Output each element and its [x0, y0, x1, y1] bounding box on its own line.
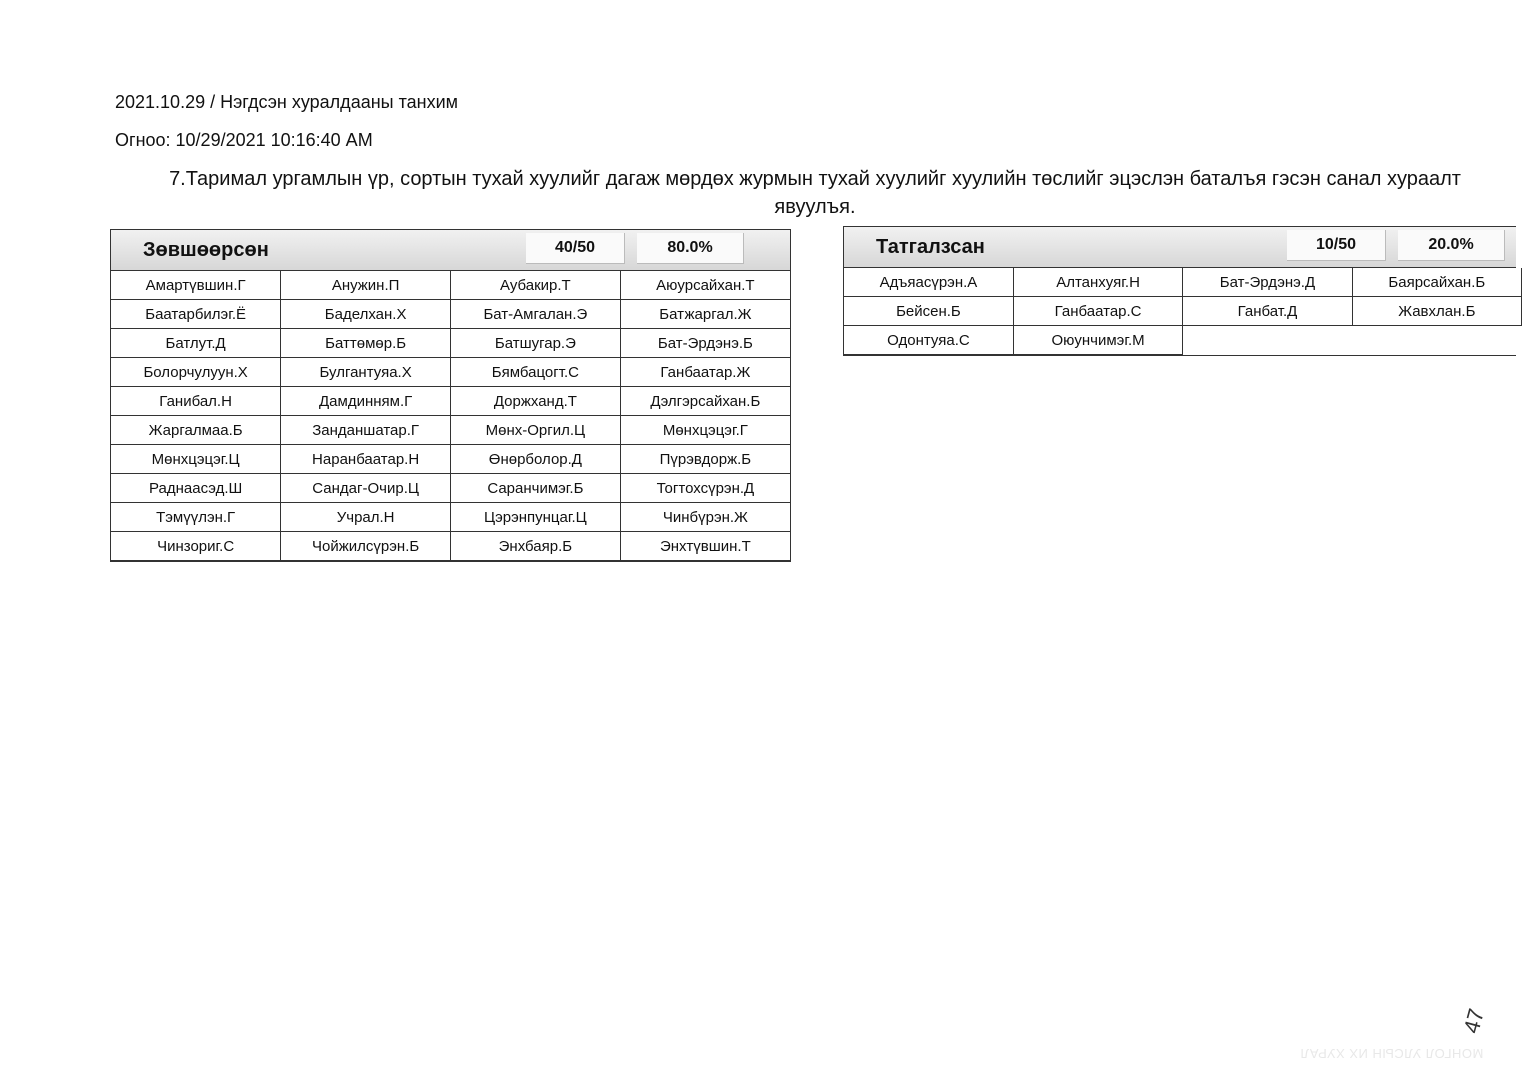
- member-name: Бат-Амгалан.Э: [451, 300, 621, 329]
- member-name: Оюунчимэг.М: [1013, 326, 1182, 355]
- rejected-header: [844, 227, 1516, 268]
- member-name: Баделхан.Х: [281, 300, 451, 329]
- member-name: Өнөрболор.Д: [451, 445, 621, 474]
- member-name: Жаргалмаа.Б: [111, 416, 281, 445]
- table-row: [111, 300, 790, 329]
- member-name: Баярсайхан.Б: [1352, 268, 1521, 297]
- table-row: [111, 329, 790, 358]
- member-name: Баттөмөр.Б: [281, 329, 451, 358]
- approved-label: Зөвшөөрсөн: [143, 239, 269, 261]
- table-row: [111, 387, 790, 416]
- member-name: Булгантуяа.Х: [281, 358, 451, 387]
- page-mark: 47: [1458, 1005, 1490, 1036]
- member-name: Наранбаатар.Н: [281, 445, 451, 474]
- member-name: Батлут.Д: [111, 329, 281, 358]
- empty-cell: [1352, 326, 1521, 355]
- member-name: Ганбаатар.С: [1013, 297, 1182, 326]
- table-row: [844, 268, 1522, 297]
- member-name: Батжаргал.Ж: [620, 300, 790, 329]
- member-name: Тогтохсүрэн.Д: [620, 474, 790, 503]
- member-name: Энхтүвшин.Т: [620, 532, 790, 561]
- member-name: Бат-Эрдэнэ.Б: [620, 329, 790, 358]
- member-name: Баатарбилэг.Ё: [111, 300, 281, 329]
- table-row: [111, 503, 790, 532]
- member-name: Дэлгэрсайхан.Б: [620, 387, 790, 416]
- approved-header: [111, 230, 790, 271]
- session-info: 2021.10.29 / Нэгдсэн хуралдааны танхим: [115, 92, 459, 112]
- table-row: [111, 474, 790, 503]
- rejected-percent: 20.0%: [1398, 230, 1505, 261]
- approved-table: [111, 271, 790, 561]
- member-name: Ганибал.Н: [111, 387, 281, 416]
- rejected-panel: [843, 226, 1516, 356]
- member-name: Бат-Эрдэнэ.Д: [1183, 268, 1352, 297]
- member-name: Ганбаатар.Ж: [620, 358, 790, 387]
- member-name: Дамдинням.Г: [281, 387, 451, 416]
- table-row: [111, 445, 790, 474]
- approved-panel: [110, 229, 791, 562]
- table-row: [111, 416, 790, 445]
- member-name: Доржханд.Т: [451, 387, 621, 416]
- member-name: Чойжилсүрэн.Б: [281, 532, 451, 561]
- member-name: Учрал.Н: [281, 503, 451, 532]
- member-name: Мөнх-Оргил.Ц: [451, 416, 621, 445]
- rejected-table: [844, 268, 1522, 355]
- watermark-stamp: МОНГОЛ УЛСЫН ИХ ХУРАЛ: [1300, 1046, 1484, 1061]
- member-name: Пүрэвдорж.Б: [620, 445, 790, 474]
- member-name: Саранчимэг.Б: [451, 474, 621, 503]
- member-name: Жавхлан.Б: [1352, 297, 1521, 326]
- table-row: [111, 358, 790, 387]
- member-name: Болорчулуун.Х: [111, 358, 281, 387]
- timestamp: Огноо: 10/29/2021 10:16:40 AM: [115, 130, 373, 150]
- member-name: Чинбүрэн.Ж: [620, 503, 790, 532]
- approved-percent: 80.0%: [637, 233, 744, 264]
- vote-title: 7.Таримал ургамлын үр, сортын тухай хуулийг дагаж мөрдөх журмын тухай хуулийг хуулийн төслийг эцэслэн баталъя гэсэн санал хураалт явуулъя.: [169, 168, 1461, 218]
- member-name: Чинзориг.С: [111, 532, 281, 561]
- member-name: Бейсен.Б: [844, 297, 1013, 326]
- member-name: Цэрэнпунцаг.Ц: [451, 503, 621, 532]
- member-name: Аубакир.Т: [451, 271, 621, 300]
- member-name: Батшугар.Э: [451, 329, 621, 358]
- member-name: Адъяасүрэн.А: [844, 268, 1013, 297]
- member-name: Ганбат.Д: [1183, 297, 1352, 326]
- member-name: Тэмүүлэн.Г: [111, 503, 281, 532]
- approved-count: 40/50: [526, 233, 625, 264]
- member-name: Мөнхцэцэг.Ц: [111, 445, 281, 474]
- table-row: [844, 297, 1522, 326]
- member-name: Энхбаяр.Б: [451, 532, 621, 561]
- member-name: Бямбацогт.С: [451, 358, 621, 387]
- member-name: Амартүвшин.Г: [111, 271, 281, 300]
- member-name: Анужин.П: [281, 271, 451, 300]
- member-name: Мөнхцэцэг.Г: [620, 416, 790, 445]
- member-name: Занданшатар.Г: [281, 416, 451, 445]
- member-name: Раднаасэд.Ш: [111, 474, 281, 503]
- table-row: [844, 326, 1522, 355]
- table-row: [111, 532, 790, 561]
- table-row: [111, 271, 790, 300]
- empty-cell: [1183, 326, 1352, 355]
- member-name: Сандаг-Очир.Ц: [281, 474, 451, 503]
- member-name: Аюурсайхан.Т: [620, 271, 790, 300]
- rejected-label: Татгалзсан: [876, 236, 985, 258]
- member-name: Алтанхуяг.Н: [1013, 268, 1182, 297]
- rejected-count: 10/50: [1287, 230, 1386, 261]
- member-name: Одонтуяа.С: [844, 326, 1013, 355]
